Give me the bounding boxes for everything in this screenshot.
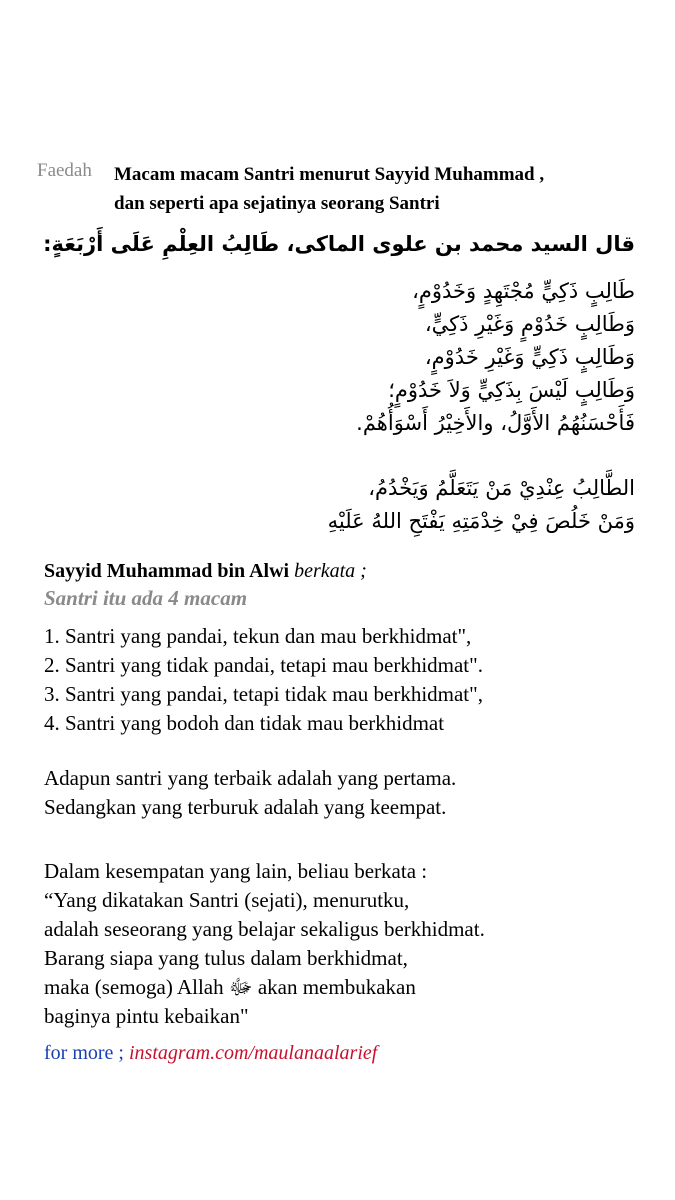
list-item: 1. Santri yang pandai, tekun dan mau berkhidmat", [44, 624, 472, 648]
conclusion-paragraph [44, 764, 456, 822]
arabic-quote-block-2 [328, 472, 635, 538]
paragraph-line: adalah seseorang yang belajar sekaligus berkhidmat. [44, 917, 485, 941]
paragraph-line: Sedangkan yang terburuk adalah yang keempat. [44, 795, 447, 819]
list-item: 4. Santri yang bodoh dan tidak mau berkhidmat [44, 711, 445, 735]
section-subtitle: Santri itu ada 4 macam [44, 586, 248, 610]
arabic-heading: قال السيد محمد بن علوى الماكى، طَالِبُ العِلْمِ عَلَى أَرْبَعَةٍ: [43, 232, 635, 256]
paragraph-line: Barang siapa yang tulus dalam berkhidmat, [44, 946, 408, 970]
page-title [114, 160, 544, 218]
quote-paragraph [44, 857, 485, 1031]
paragraph-line: maka (semoga) Allah ﷻ akan membukakan [44, 975, 416, 999]
arabic-line-1: طَالِبٍ ذَكِيٍّ مُجْتَهِدٍ وَخَدُوْمٍ، [412, 279, 635, 303]
speaker-line [44, 560, 367, 583]
paragraph-line: baginya pintu kebaikan" [44, 1004, 249, 1028]
title-line-1: Macam macam Santri menurut Sayyid Muhammad , [114, 164, 545, 185]
paragraph-line: “Yang dikatakan Santri (sejati), menurutku, [44, 888, 410, 912]
arabic-line-5: فَأَحْسَنُهُمُ الأَوَّلُ، والأَخِيْرُ أَسْوَأُهُمْ. [356, 411, 635, 435]
santri-type-list [44, 622, 483, 738]
arabic2-line-2: وَمَنْ خَلُصَ فِيْ خِدْمَتِهِ يَفْتَحِ اللهُ عَلَيْهِ [327, 509, 635, 533]
list-item: 3. Santri yang pandai, tetapi tidak mau berkhidmat", [44, 682, 483, 706]
footer [44, 1042, 377, 1065]
speaker-name: Sayyid Muhammad bin Alwi [44, 560, 290, 582]
faedah-label: Faedah [37, 160, 92, 181]
paragraph-line: Dalam kesempatan yang lain, beliau berkata : [44, 859, 428, 883]
arabic-line-3: وَطَالِبٍ ذَكِيٍّ وَغَيْرِ خَدُوْمٍ، [424, 345, 635, 369]
speaker-verb: berkata ; [294, 560, 367, 582]
footer-prefix: for more ; [44, 1042, 124, 1064]
arabic2-line-1: الطَّالِبُ عِنْدِيْ مَنْ يَتَعَلَّمُ وَيَخْدُمُ، [368, 476, 635, 500]
arabic-line-4: وَطَالِبٍ لَيْسَ بِذَكِيٍّ وَلاَ خَدُوْمٍ؛ [388, 378, 635, 402]
instagram-link[interactable]: instagram.com/maulanaalarief [128, 1042, 378, 1064]
arabic-line-2: وَطَالِبٍ خَدُوْمٍ وَغَيْرِ ذَكِيٍّ، [424, 312, 635, 336]
arabic-quote-block [356, 275, 635, 440]
title-line-2: dan seperti apa sejatinya seorang Santri [114, 193, 440, 214]
paragraph-line: Adapun santri yang terbaik adalah yang pertama. [44, 766, 457, 790]
list-item: 2. Santri yang tidak pandai, tetapi mau berkhidmat". [44, 653, 483, 677]
